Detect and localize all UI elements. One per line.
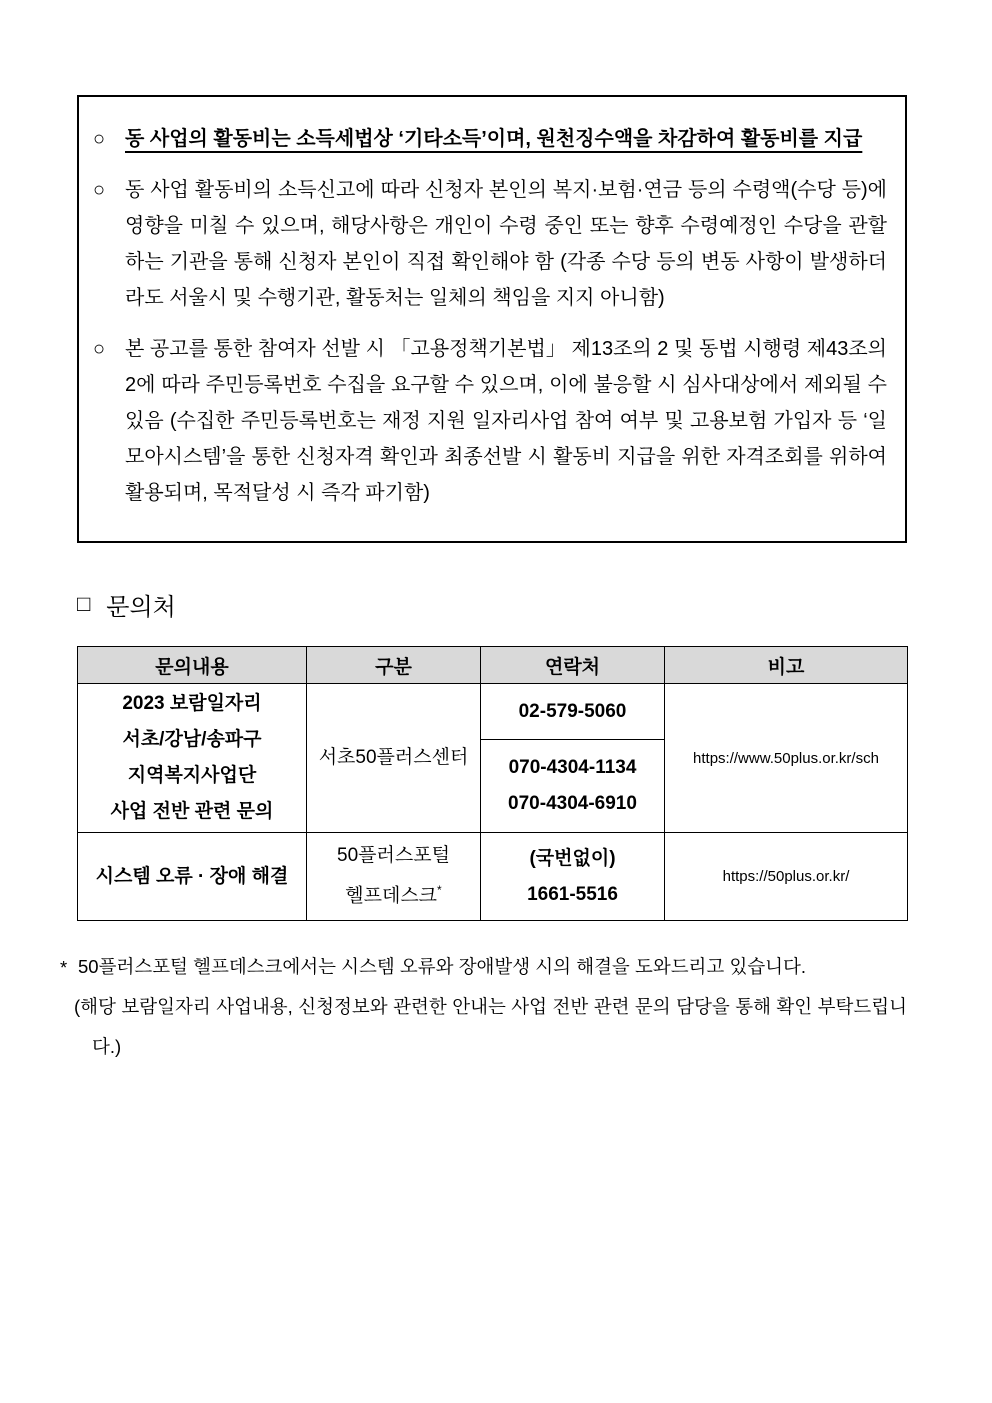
section-title: 문의처 <box>106 594 176 621</box>
cell-phone-main: 02-579-5060 <box>481 684 665 740</box>
cell-url-center: https://www.50plus.or.kr/sch <box>665 684 908 833</box>
header-contact: 연락처 <box>481 647 665 684</box>
notice-box <box>77 95 907 543</box>
footnote-line-2: (해당 보람일자리 사업내용, 신청정보와 관련한 안내는 사업 전반 관련 문의 담당을 통해 확인 부탁드립니다.) <box>74 996 907 1057</box>
table-row <box>78 833 908 921</box>
notice-bullet-2 <box>93 172 887 316</box>
circle-bullet-icon: ○ <box>93 128 106 150</box>
category-line: 헬프데스크* <box>345 883 442 907</box>
phone-line: 1661-5516 <box>527 883 618 905</box>
footnote-line-1 <box>58 947 907 987</box>
circle-bullet-icon: ○ <box>93 179 106 201</box>
inquiry-line: 지역복지사업단 <box>127 765 257 786</box>
circle-bullet-icon: ○ <box>93 338 106 360</box>
phone-line: 070-4304-6910 <box>508 793 637 814</box>
cell-url-helpdesk: https://50plus.or.kr/ <box>665 833 908 921</box>
table-row <box>78 684 908 740</box>
footnote <box>58 947 907 1067</box>
cell-inquiry-program <box>78 684 307 833</box>
footnote-text-1: 50플러스포털 헬프데스크에서는 시스템 오류와 장애발생 시의 해결을 도와드리고 있습니다. <box>78 956 807 977</box>
header-inquiry: 문의내용 <box>78 647 307 684</box>
inquiry-line: 서초/강남/송파구 <box>122 729 262 750</box>
category-line: 50플러스포털 <box>337 845 450 867</box>
header-category: 구분 <box>307 647 481 684</box>
header-note: 비고 <box>665 647 908 684</box>
notice-bullet-2-text: 동 사업 활동비의 소득신고에 따라 신청자 본인의 복지·보험·연금 등의 수령액(수당 등)에 영향을 미칠 수 있으며, 해당사항은 개인이 수령 중인 또는 향후 수령예정인 수당을 관할하는 기관을 통해 신청자 본인이 직접 확인해야 함 (각종 수당 등의 변동 사항이 발생하더라도 서울시 및 수행기관, 활동처는 일체의 책임을 지지 아니함) <box>125 179 887 309</box>
asterisk-marker: * <box>60 957 68 978</box>
square-bullet-icon: □ <box>77 590 91 616</box>
notice-bullet-1 <box>93 121 887 157</box>
notice-bullet-3 <box>93 331 887 511</box>
contact-table <box>77 646 908 921</box>
notice-bullet-3-text: 본 공고를 통한 참여자 선발 시 「고용정책기본법」 제13조의 2 및 동법 시행령 제43조의2에 따라 주민등록번호 수집을 요구할 수 있으며, 이에 불응할 시 심사대상에서 제외될 수 있음 (수집한 주민등록번호는 재정 지원 일자리사업 참여 여부 및 고용보험 가입자 등 ‘일모아시스템’을 통한 신청자격 확인과 최종선발 시 활동비 지급을 위한 자격조회를 위하여 활용되며, 목적달성 시 즉각 파기함) <box>125 338 887 504</box>
inquiry-line: 2023 보람일자리 <box>122 693 262 714</box>
phone-line: 070-4304-1134 <box>508 757 637 778</box>
section-header <box>77 587 907 622</box>
notice-bullet-1-text: 동 사업의 활동비는 소득세법상 ‘기타소득’이며, 원천징수액을 차감하여 활동비를 지급 <box>125 128 863 150</box>
contact-table-header-row <box>78 647 908 684</box>
phone-line: (국번없이) <box>529 847 616 869</box>
cell-phone-sub <box>481 740 665 833</box>
asterisk-superscript: * <box>437 883 442 898</box>
cell-phone-helpdesk <box>481 833 665 921</box>
cell-inquiry-system: 시스템 오류 · 장애 해결 <box>78 833 307 921</box>
inquiry-line: 사업 전반 관련 문의 <box>110 801 274 822</box>
cell-category-center: 서초50플러스센터 <box>307 684 481 833</box>
cell-category-helpdesk <box>307 833 481 921</box>
